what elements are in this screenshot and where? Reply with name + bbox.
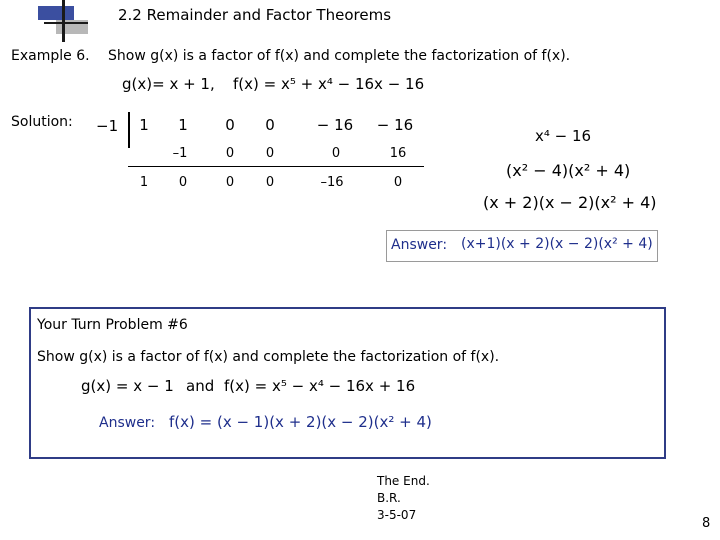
- synthetic-divisor: −1: [96, 117, 119, 135]
- factor-step-2: (x² − 4)(x² + 4): [506, 161, 631, 180]
- factor-step-3: (x + 2)(x − 2)(x² + 4): [483, 193, 657, 212]
- syn-r1-c6: − 16: [376, 116, 414, 134]
- example-f: f(x) = x⁵ + x⁴ − 16x − 16: [233, 75, 425, 93]
- page-title: 2.2 Remainder and Factor Theorems: [118, 6, 392, 24]
- footer-author: B.R.: [377, 491, 401, 505]
- your-turn-title: Your Turn Problem #6: [37, 317, 188, 333]
- syn-r3-c6: 0: [393, 175, 403, 190]
- your-turn-f: f(x) = x⁵ − x⁴ − 16x + 16: [224, 377, 416, 395]
- your-turn-prompt: Show g(x) is a factor of f(x) and complete the factorization of f(x).: [37, 349, 500, 365]
- syn-r1-c3: 0: [225, 116, 235, 134]
- syn-r3-c3: 0: [225, 175, 235, 190]
- syn-r3-c4: 0: [265, 175, 275, 190]
- your-turn-box: [29, 307, 666, 459]
- header-logo: [38, 0, 88, 42]
- syn-r1-c4: 0: [265, 116, 275, 134]
- your-turn-g: g(x) = x − 1: [81, 377, 174, 395]
- factor-step-1: x⁴ − 16: [535, 127, 592, 145]
- synthetic-sum-line: [128, 166, 424, 167]
- syn-r3-c2: 0: [178, 175, 188, 190]
- syn-r2-c4: 0: [265, 146, 275, 161]
- example-label: Example 6.: [11, 48, 90, 64]
- example-prompt: Show g(x) is a factor of f(x) and complete the factorization of f(x).: [108, 48, 571, 64]
- example-g: g(x)= x + 1,: [122, 75, 215, 93]
- syn-r1-c2: 1: [178, 116, 188, 134]
- your-turn-answer-value: f(x) = (x − 1)(x + 2)(x − 2)(x² + 4): [169, 413, 432, 431]
- syn-r3-c1: 1: [139, 175, 149, 190]
- footer-end: The End.: [377, 474, 430, 488]
- footer-date: 3-5-07: [377, 508, 417, 522]
- your-turn-answer-label: Answer:: [99, 415, 156, 431]
- syn-r2-c6: 16: [389, 146, 407, 161]
- syn-r2-c2: –1: [172, 146, 188, 161]
- syn-r1-c5: − 16: [316, 116, 354, 134]
- your-turn-and: and: [186, 377, 215, 395]
- solution-label: Solution:: [11, 114, 73, 130]
- syn-r2-c3: 0: [225, 146, 235, 161]
- answer-label: Answer:: [391, 237, 448, 253]
- syn-r1-c1: 1: [139, 116, 149, 134]
- page-number: 8: [702, 516, 711, 531]
- answer-box: [386, 230, 658, 262]
- answer-value: (x+1)(x + 2)(x − 2)(x² + 4): [461, 236, 653, 252]
- syn-r3-c5: –16: [320, 175, 344, 190]
- syn-r2-c5: 0: [331, 146, 341, 161]
